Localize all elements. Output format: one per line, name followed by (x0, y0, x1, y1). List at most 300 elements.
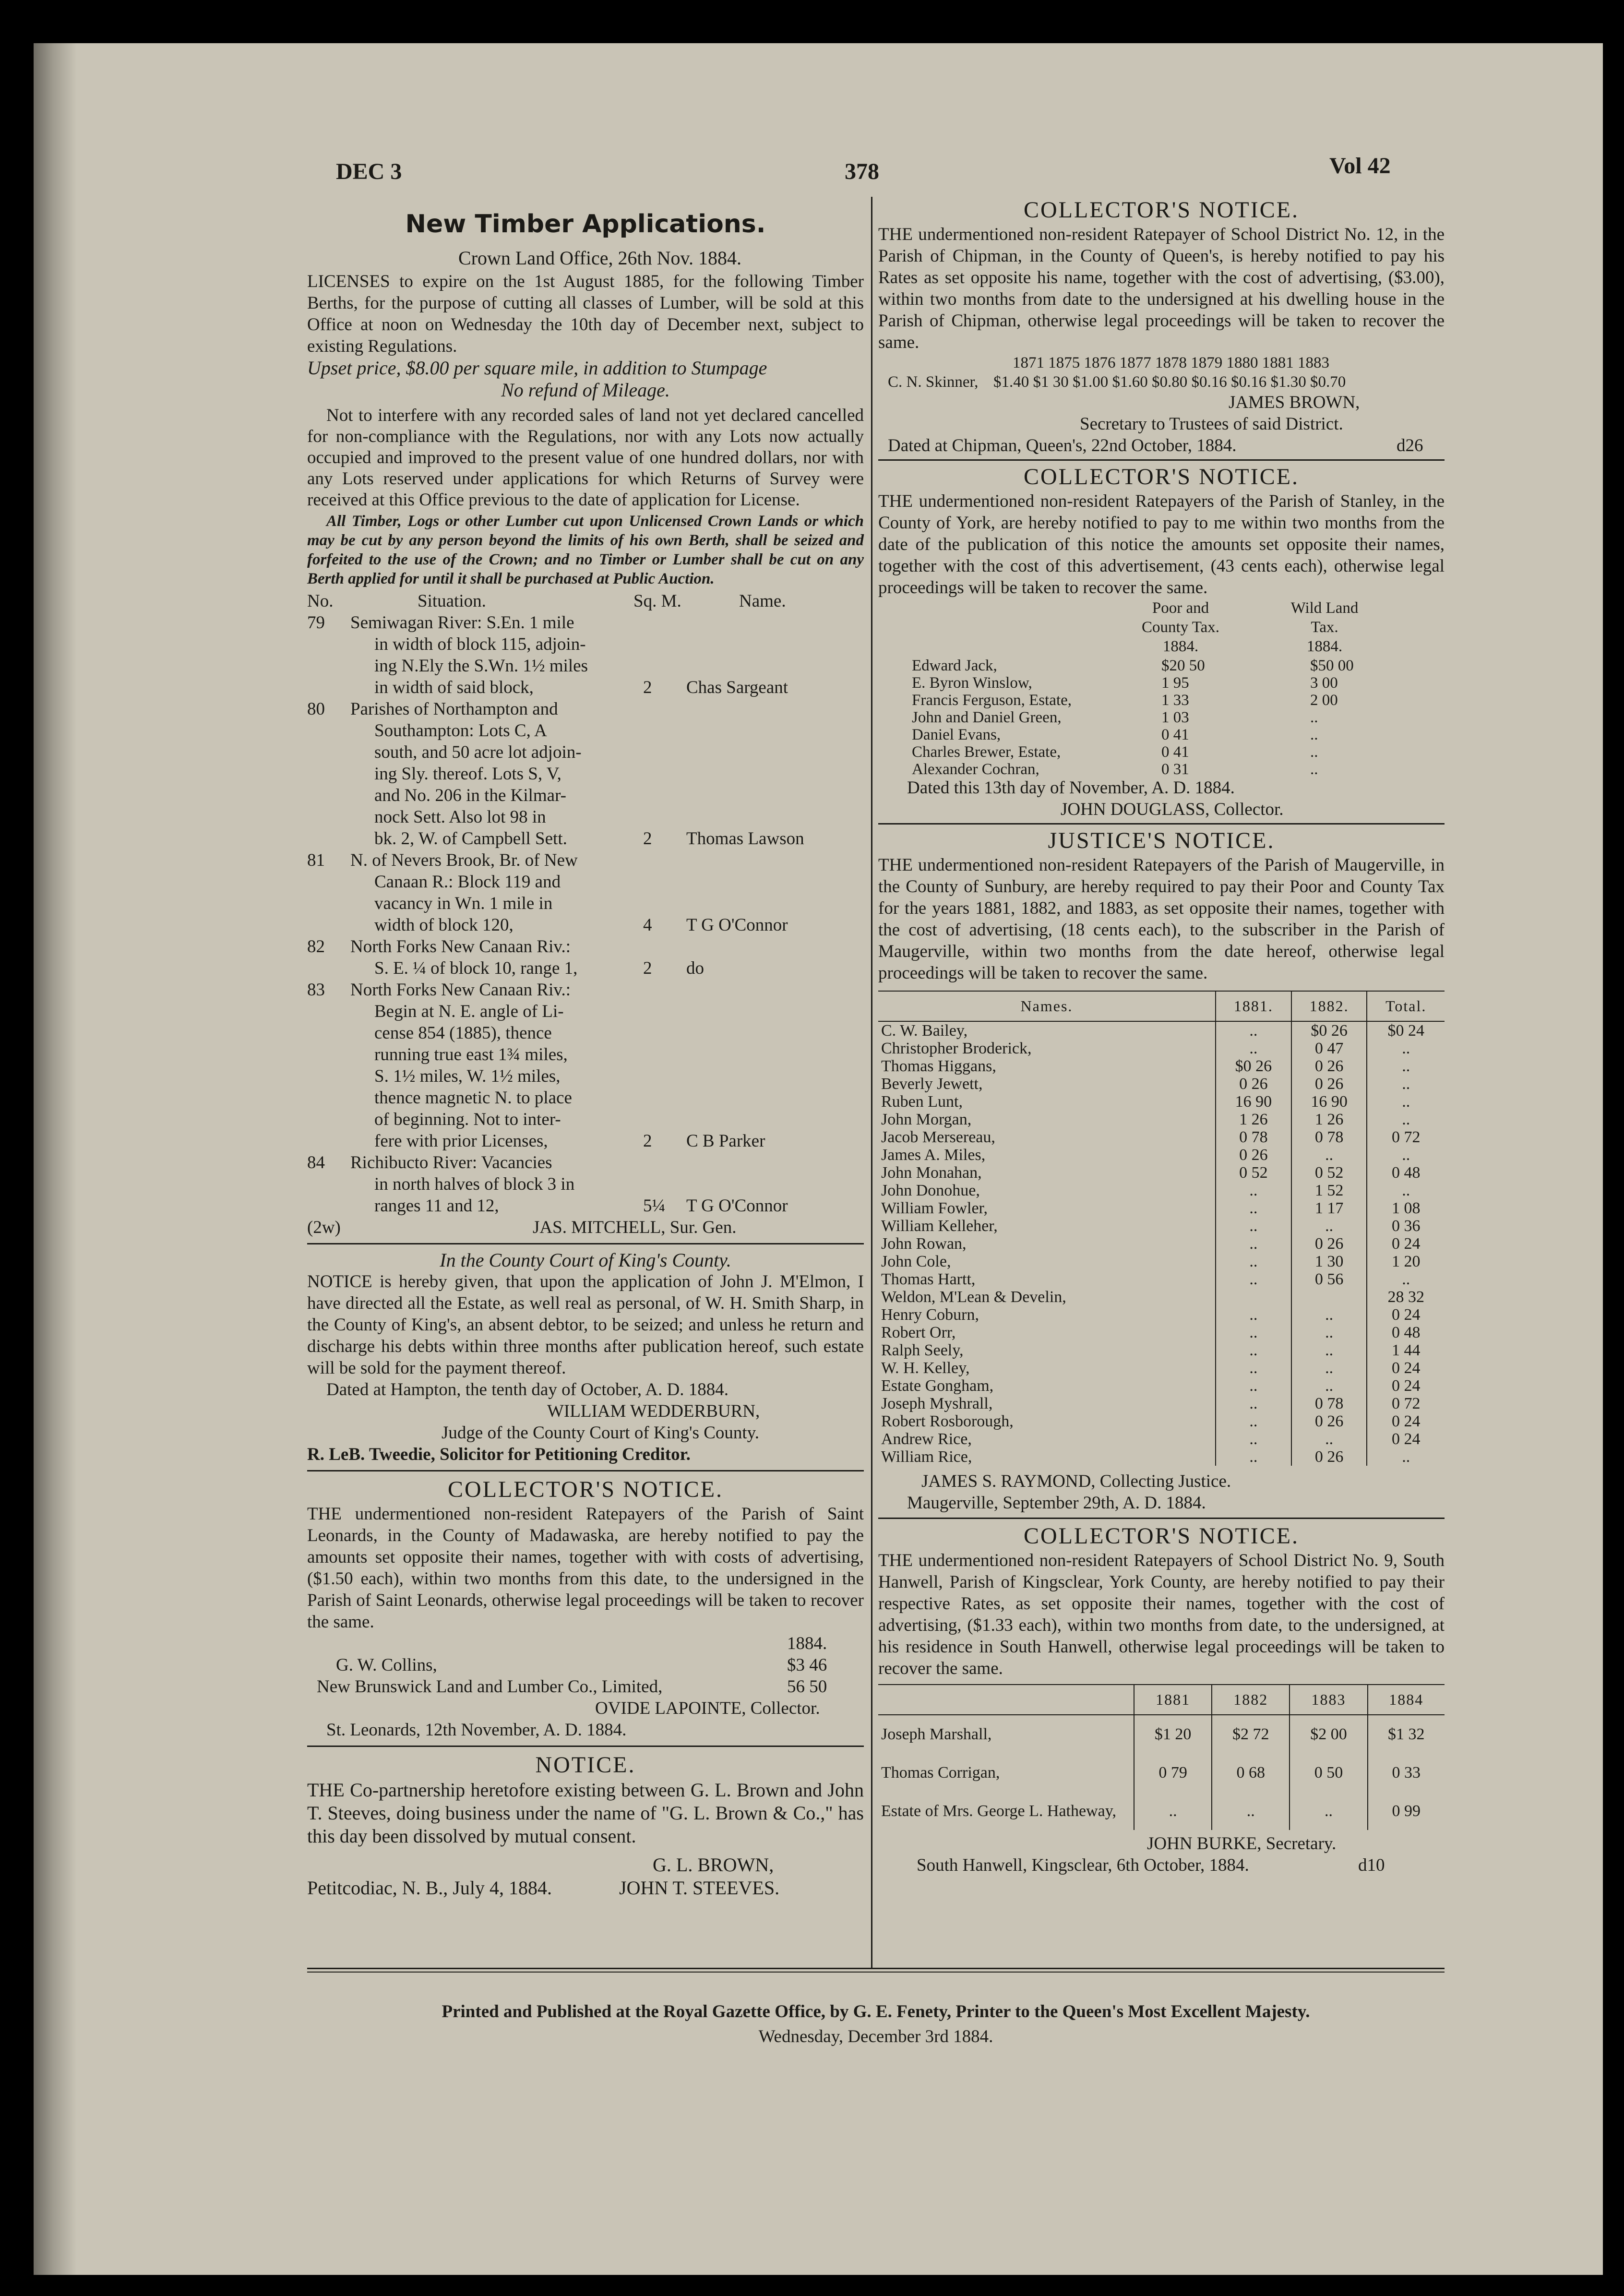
berth-name: C B Parker (686, 1131, 765, 1151)
berth-entry (307, 936, 864, 979)
newspaper-page (34, 43, 1603, 2275)
tax-total: .. (1367, 1040, 1445, 1057)
hw-head-1884: 1884 (1368, 1685, 1445, 1715)
berth-name: Chas Sargeant (686, 678, 788, 697)
table-row (878, 1217, 1445, 1235)
tax-total: .. (1367, 1075, 1445, 1093)
maugerville-body: THE undermentioned non-resident Ratepayers of the Parish of Maugerville, in the County of Sunbury, are hereby required to pay their Poor and County Tax for the years 1881, 1882, and 1883, as set opposite their names, together with the cost of advertising, (18 cents each), to the subscriber in the Parish of Maugerville, within two months from the date hereof, otherwise legal proceedings will be taken to recover the same. (878, 855, 1445, 983)
berth-name: Thomas Lawson (686, 829, 804, 849)
st-leonards-notice (307, 1476, 864, 1741)
table-row (878, 1306, 1445, 1324)
col-sqm: Sq. M. (633, 591, 681, 611)
ratepayer-name: Henry Coburn, (881, 1306, 979, 1324)
ratepayer-name: John Morgan, (881, 1111, 972, 1128)
ratepayer-name: Robert Orr, (881, 1324, 956, 1341)
stanley-rows (878, 656, 1445, 777)
berth-entry (307, 849, 864, 936)
berth-situation: ranges 11 and 12, (374, 1196, 499, 1216)
berth-line (307, 1022, 864, 1044)
ratepayer-name: Joseph Myshrall, (881, 1395, 993, 1412)
chipman-notice (878, 197, 1445, 456)
berth-situation: running true east 1¾ miles, (374, 1045, 568, 1064)
timber-dateline: Crown Land Office, 26th Nov. 1884. (458, 247, 741, 269)
st-leonards-title: COLLECTOR'S NOTICE. (447, 1477, 724, 1502)
berth-situation: North Forks New Canaan Riv.: (350, 980, 571, 1000)
court-notice (307, 1249, 864, 1465)
stanley-body: THE undermentioned non-resident Ratepayers of the Parish of Stanley, in the County of York, are hereby notified to pay to me within two months from the date of the publication of this notice the amounts set opposite their names, together with the cost of this advertisement, (43 cents each), otherwise legal proceedings will be taken to recover the same. (878, 491, 1445, 598)
issue-date: DEC 3 (336, 159, 402, 184)
rate-1883: $2 00 (1290, 1715, 1367, 1753)
berth-line (307, 698, 864, 720)
tax-total: 0 24 (1367, 1430, 1445, 1448)
table-row (878, 1270, 1445, 1288)
tax-total: 0 24 (1367, 1412, 1445, 1430)
tax-1881: 0 52 (1216, 1164, 1291, 1182)
ratepayer-name: Jacob Mersereau, (881, 1128, 995, 1146)
ratepayer-name: John and Daniel Green, (912, 709, 1062, 726)
table-row (878, 1111, 1445, 1128)
berth-line (307, 1130, 864, 1152)
timber-notice (307, 209, 864, 1238)
ratepayer-amount: 56 50 (787, 1677, 827, 1697)
tax-total: 0 72 (1367, 1128, 1445, 1146)
table-row (878, 1075, 1445, 1093)
tax-1881: $0 26 (1216, 1057, 1291, 1075)
poor-tax: 0 41 (1161, 726, 1189, 743)
berth-situation: cense 854 (1885), thence (374, 1023, 552, 1043)
berth-situation: Begin at N. E. angle of Li- (374, 1002, 564, 1021)
berth-situation: ing Sly. thereof. Lots S, V, (374, 764, 561, 784)
poor-tax: 1 95 (1161, 674, 1189, 692)
ratepayer-name: Andrew Rice, (881, 1430, 972, 1448)
ratepayer-name: Thomas Hartt, (881, 1270, 976, 1288)
table-row (878, 1146, 1445, 1164)
stanley-row (878, 742, 1445, 760)
tax-1882: .. (1291, 1359, 1367, 1377)
tax-total: .. (1367, 1057, 1445, 1075)
hanwell-dated: South Hanwell, Kingsclear, 6th October, 1884. (917, 1855, 1249, 1875)
timber-intro: LICENSES to expire on the 1st August 1885, for the following Timber Berths, for the purpose of cutting all classes of Lumber, will be sold at this Office at noon on Wednesday the 10th day of December next, subject to existing Regulations. (307, 272, 864, 356)
timber-forfeiture: All Timber, Logs or other Lumber cut upon Unlicensed Crown Lands or which may be cut by any person beyond the limits of his own Berth, shall be seized and forfeited to the use of the Crown; and no Timber or Lumber shall be cut on any Berth applied for until it shall be purchased at Public Auction. (307, 513, 864, 587)
partnership-place: Petitcodiac, N. B., July 4, 1884. (307, 1877, 552, 1899)
hanwell-title: COLLECTOR'S NOTICE. (1023, 1523, 1300, 1549)
st-leonards-signature: OVIDE LAPOINTE, Collector. (595, 1698, 820, 1718)
wild-land-tax: 2 00 (1310, 692, 1338, 709)
table-row (878, 1199, 1445, 1217)
berth-line (307, 720, 864, 741)
tax-1881: 0 26 (1216, 1075, 1291, 1093)
court-solicitor: R. LeB. Tweedie, Solicitor for Petitioning Creditor. (307, 1445, 691, 1464)
table-row (878, 1021, 1445, 1040)
table-row (878, 1324, 1445, 1341)
timber-refund: No refund of Mileage. (501, 379, 670, 401)
ratepayer-name: Joseph Marshall, (881, 1725, 992, 1743)
hanwell-table (878, 1684, 1445, 1830)
chipman-title: COLLECTOR'S NOTICE. (1023, 197, 1300, 223)
berth-situation: south, and 50 acre lot adjoin- (374, 742, 582, 762)
timber-code: (2w) (307, 1218, 341, 1237)
berth-line (307, 936, 864, 957)
timber-conditions: Not to interfere with any recorded sales of land not yet declared cancelled for non-compliance with the Regulations, nor with any Lots now actually occupied and improved to the present value of one hundred dollars, nor with any Lots reserved under applications for which Returns of Survey were received at this Office previous to the date of application for License. (307, 406, 864, 510)
berth-situation: thence magnetic N. to place (374, 1088, 572, 1108)
table-row (878, 1253, 1445, 1270)
chipman-code: d26 (1397, 436, 1423, 455)
partnership-sig2: JOHN T. STEEVES. (619, 1877, 780, 1899)
chipman-sig1: JAMES BROWN, (1229, 393, 1360, 412)
table-row (878, 1235, 1445, 1253)
court-dated: Dated at Hampton, the tenth day of October, A. D. 1884. (326, 1380, 729, 1399)
divider (878, 823, 1445, 825)
footer-rule (307, 1968, 1445, 1969)
mg-head-names: Names. (1020, 997, 1073, 1015)
st-leonards-rows (307, 1654, 864, 1698)
timber-table-header (307, 590, 864, 612)
chipman-amounts: $1.40 $1 30 $1.00 $1.60 $0.80 $0.16 $0.16 $1.30 $0.70 (993, 373, 1346, 391)
tax-total: 1 20 (1367, 1253, 1445, 1270)
tax-total: 0 24 (1367, 1377, 1445, 1395)
tax-total: 0 48 (1367, 1324, 1445, 1341)
tax-1882: 0 26 (1291, 1075, 1367, 1093)
tax-total: 1 44 (1367, 1341, 1445, 1359)
berth-situation: nock Sett. Also lot 98 in (374, 807, 546, 827)
berth-situation: in north halves of block 3 in (374, 1174, 575, 1194)
tax-1882: 0 78 (1291, 1395, 1367, 1412)
tax-1882: 0 26 (1291, 1235, 1367, 1253)
rate-1881: 0 79 (1134, 1753, 1212, 1792)
poor-tax: $20 50 (1161, 657, 1205, 674)
berth-line (307, 806, 864, 828)
chipman-body: THE undermentioned non-resident Ratepayer of School District No. 12, in the Parish of Chipman, in the County of Queen's, is hereby notified to pay his Rates as set opposite his name, together with the cost of advertising, ($3.00), within two months from date to the undersigned at his dwelling house in the Parish of Chipman, otherwise legal proceedings will be taken to recover the same. (878, 225, 1445, 352)
ratepayer-name: William Rice, (881, 1448, 972, 1466)
ratepayer-name: Beverly Jewett, (881, 1075, 983, 1093)
footer-rule (307, 1972, 1445, 1973)
tax-total: .. (1367, 1270, 1445, 1288)
page-number: 378 (845, 159, 879, 184)
stanley-row (878, 673, 1445, 691)
tax-total: .. (1367, 1146, 1445, 1164)
col-situation: Situation. (418, 591, 486, 611)
berth-sqm: 4 (643, 915, 652, 935)
wild-land-tax: .. (1310, 743, 1318, 761)
berth-line (307, 849, 864, 871)
tax-1882: 0 52 (1291, 1164, 1367, 1182)
timber-signature-row (307, 1217, 864, 1238)
ratepayer-name: E. Byron Winslow, (912, 674, 1032, 692)
ratepayer-name: Weldon, M'Lean & Develin, (881, 1288, 1066, 1306)
col-name: Name. (739, 591, 786, 611)
tax-total: .. (1367, 1448, 1445, 1466)
berth-line (307, 763, 864, 785)
tax-total: .. (1367, 1093, 1445, 1111)
partnership-body: THE Co-partnership heretofore existing between G. L. Brown and John T. Steeves, doing business under the name of "G. L. Brown & Co.," has this day been dissolved by mutual consent. (307, 1779, 864, 1847)
ratepayer-name: Ralph Seely, (881, 1341, 964, 1359)
ratepayer-name: Alexander Cochran, (912, 761, 1039, 778)
ratepayer-name: C. W. Bailey, (881, 1022, 968, 1040)
berth-sqm: 5¼ (643, 1196, 666, 1216)
partnership-sig-row (307, 1877, 864, 1901)
maugerville-title: JUSTICE'S NOTICE. (1048, 828, 1275, 853)
tax-1881: .. (1216, 1430, 1291, 1448)
tax-1882: .. (1291, 1146, 1367, 1164)
stanley-col1-l3: 1884. (1162, 638, 1199, 655)
berth-line (307, 1195, 864, 1217)
rate-1882: $2 72 (1212, 1715, 1290, 1753)
tax-total: .. (1367, 1182, 1445, 1199)
stanley-col1-l2: County Tax. (1141, 619, 1220, 636)
berth-situation: Richibucto River: Vacancies (350, 1153, 552, 1172)
berth-situation: in width of said block, (374, 678, 534, 697)
tax-1881: .. (1216, 1377, 1291, 1395)
tax-1882: 0 56 (1291, 1270, 1367, 1288)
tax-total: $0 24 (1367, 1021, 1445, 1040)
berth-situation: bk. 2, W. of Campbell Sett. (374, 829, 567, 849)
chipman-payer: C. N. Skinner, (888, 373, 979, 391)
ratepayer-name: Christopher Broderick, (881, 1040, 1032, 1057)
berth-entry (307, 1152, 864, 1217)
poor-tax: 0 41 (1161, 743, 1189, 761)
ratepayer-name: Thomas Higgans, (881, 1057, 996, 1075)
berth-line (307, 1152, 864, 1173)
hanwell-body: THE undermentioned non-resident Ratepayers of School District No. 9, South Hanwell, Parish of Kingsclear, York County, are hereby notified to pay their respective Rates, as set opposite their names, together with the cost of advertising, ($1.33 each), within two months from date, to the undersigned, at his residence in South Hanwell, otherwise legal proceedings will be taken to recover the same. (878, 1551, 1445, 1678)
tax-1881: .. (1216, 1253, 1291, 1270)
timber-berths (307, 612, 864, 1217)
ratepayer-name: Robert Rosborough, (881, 1412, 1014, 1430)
table-row (878, 1377, 1445, 1395)
table-row (878, 1412, 1445, 1430)
berth-sqm: 2 (643, 829, 652, 849)
hw-head-blank (878, 1685, 1134, 1715)
maugerville-notice (878, 827, 1445, 1514)
ratepayer-name: John Monahan, (881, 1164, 982, 1182)
berth-line (307, 828, 864, 849)
divider (307, 1243, 864, 1244)
berth-sqm: 2 (643, 678, 652, 697)
berth-number: 81 (307, 850, 325, 870)
poor-tax: 0 31 (1161, 761, 1189, 778)
tax-1881: .. (1216, 1199, 1291, 1217)
wild-land-tax: 3 00 (1310, 674, 1338, 692)
tax-1882: .. (1291, 1217, 1367, 1235)
tax-1881: .. (1216, 1235, 1291, 1253)
court-sig2: Judge of the County Court of King's County. (442, 1423, 760, 1443)
table-row (878, 1715, 1445, 1753)
court-sig1: WILLIAM WEDDERBURN, (547, 1401, 760, 1421)
footer-date: Wednesday, December 3rd 1884. (758, 2027, 993, 2046)
tax-1882: 0 26 (1291, 1448, 1367, 1466)
table-row (878, 1057, 1445, 1075)
berth-line (307, 1001, 864, 1022)
stanley-signature: JOHN DOUGLASS, Collector. (1061, 800, 1284, 819)
berth-line (307, 655, 864, 677)
berth-sqm: 2 (643, 958, 652, 978)
maugerville-table (878, 991, 1445, 1466)
tax-1882: .. (1291, 1430, 1367, 1448)
tax-total: 0 72 (1367, 1395, 1445, 1412)
berth-line (307, 1044, 864, 1065)
berth-line (307, 612, 864, 634)
wild-land-tax: .. (1310, 709, 1318, 726)
tax-1881: .. (1216, 1040, 1291, 1057)
tax-1882: .. (1291, 1324, 1367, 1341)
table-row (878, 1395, 1445, 1412)
stanley-headers (878, 598, 1445, 656)
rate-1884: 0 33 (1368, 1753, 1445, 1792)
table-row (878, 1753, 1445, 1792)
tax-1881: 0 78 (1216, 1128, 1291, 1146)
tax-total: 0 48 (1367, 1164, 1445, 1182)
st-leonards-year: 1884. (787, 1634, 827, 1653)
st-leonards-row (307, 1676, 864, 1698)
ratepayer-name: John Cole, (881, 1253, 951, 1270)
berth-entry (307, 698, 864, 849)
stanley-dated: Dated this 13th day of November, A. D. 1884. (907, 778, 1235, 798)
hanwell-dated-row (878, 1854, 1445, 1876)
berth-line (307, 1173, 864, 1195)
tax-1881: .. (1216, 1021, 1291, 1040)
timber-title: New Timber Applications. (405, 210, 766, 239)
mg-head-1882: 1882. (1291, 991, 1367, 1021)
stanley-col1-l1: Poor and (1152, 599, 1209, 617)
stanley-notice (878, 464, 1445, 820)
ratepayer-name: William Kelleher, (881, 1217, 998, 1235)
chipman-dated: Dated at Chipman, Queen's, 22nd October, 1884. (888, 436, 1237, 455)
rate-1882: 0 68 (1212, 1753, 1290, 1792)
tax-total: 1 08 (1367, 1199, 1445, 1217)
tax-total: 28 32 (1367, 1288, 1445, 1306)
tax-1881: .. (1216, 1448, 1291, 1466)
hanwell-rows (878, 1715, 1445, 1830)
ratepayer-name: Estate Gongham, (881, 1377, 994, 1395)
berth-entry (307, 979, 864, 1152)
berth-line (307, 914, 864, 936)
wild-land-tax: .. (1310, 726, 1318, 743)
berth-situation: North Forks New Canaan Riv.: (350, 937, 571, 957)
table-row (878, 1288, 1445, 1306)
tax-1882: 0 78 (1291, 1128, 1367, 1146)
berth-name: T G O'Connor (686, 915, 788, 935)
partnership-sig1: G. L. BROWN, (653, 1854, 774, 1876)
berth-situation: fere with prior Licenses, (374, 1131, 548, 1151)
tax-total: 0 36 (1367, 1217, 1445, 1235)
stanley-col2-l3: 1884. (1306, 638, 1343, 655)
table-row (878, 1341, 1445, 1359)
berth-number: 82 (307, 937, 325, 957)
berth-situation: of beginning. Not to inter- (374, 1110, 561, 1129)
stanley-row (878, 760, 1445, 777)
st-leonards-row (307, 1654, 864, 1676)
court-body: NOTICE is hereby given, that upon the application of John J. M'Elmon, I have directed all the Estate, as well real as personal, of W. H. Smith Sharp, in the County of King's, an absent debtor, to be seized; and unless he return and discharge his debts within three months after publication hereof, such estate will be sold for the payment thereof. (307, 1272, 864, 1378)
divider (878, 1518, 1445, 1519)
berth-situation: S. E. ¼ of block 10, range 1, (374, 958, 578, 978)
tax-1881: 0 26 (1216, 1146, 1291, 1164)
chipman-years: 1871 1875 1876 1877 1878 1879 1880 1881 1883 (1013, 354, 1329, 371)
tax-1882: 0 26 (1291, 1057, 1367, 1075)
mg-head-1881: 1881. (1216, 991, 1291, 1021)
tax-1882: 1 17 (1291, 1199, 1367, 1217)
tax-1881: .. (1216, 1359, 1291, 1377)
hanwell-code: d10 (1358, 1855, 1385, 1875)
ratepayer-name: New Brunswick Land and Lumber Co., Limited, (317, 1677, 663, 1697)
berth-line (307, 979, 864, 1001)
ratepayer-name: Edward Jack, (912, 657, 997, 674)
partnership-title: NOTICE. (535, 1752, 636, 1778)
berth-line (307, 785, 864, 806)
rate-1884: $1 32 (1368, 1715, 1445, 1753)
timber-upset-price: Upset price, $8.00 per square mile, in addition to Stumpage (307, 357, 767, 379)
mg-head-total: Total. (1367, 991, 1445, 1021)
rate-1884: 0 99 (1368, 1792, 1445, 1830)
berth-line (307, 741, 864, 763)
berth-line (307, 871, 864, 893)
tax-1882: 1 30 (1291, 1253, 1367, 1270)
tax-1881: 1 26 (1216, 1111, 1291, 1128)
partnership-notice (307, 1752, 864, 1901)
ratepayer-name: G. W. Collins, (336, 1655, 437, 1675)
table-row (878, 1164, 1445, 1182)
tax-1881: .. (1216, 1182, 1291, 1199)
tax-1882 (1291, 1288, 1367, 1306)
berth-situation: and No. 206 in the Kilmar- (374, 786, 567, 805)
ratepayer-name: W. H. Kelley, (881, 1359, 970, 1377)
tax-1882: .. (1291, 1306, 1367, 1324)
berth-line (307, 957, 864, 979)
berth-situation: N. of Nevers Brook, Br. of New (350, 850, 578, 870)
berth-situation: Southampton: Lots C, A (374, 721, 547, 741)
maugerville-dated: Maugerville, September 29th, A. D. 1884. (907, 1493, 1206, 1513)
divider (307, 1470, 864, 1471)
footer-printer: Printed and Published at the Royal Gazette Office, by G. E. Fenety, Printer to the Queen's Most Excellent Majesty. (442, 2002, 1310, 2021)
hw-head-1881: 1881 (1134, 1685, 1212, 1715)
tax-1882: 0 47 (1291, 1040, 1367, 1057)
tax-total: 0 24 (1367, 1306, 1445, 1324)
berth-number: 80 (307, 699, 325, 719)
poor-tax: 1 33 (1161, 692, 1189, 709)
stanley-row (878, 708, 1445, 725)
poor-tax: 1 03 (1161, 709, 1189, 726)
berth-line (307, 634, 864, 655)
table-row (878, 1430, 1445, 1448)
tax-1882: 16 90 (1291, 1093, 1367, 1111)
rate-1881: .. (1134, 1792, 1212, 1830)
tax-1882: 1 52 (1291, 1182, 1367, 1199)
tax-1882: .. (1291, 1377, 1367, 1395)
hanwell-notice (878, 1523, 1445, 1876)
berth-situation: in width of block 115, adjoin- (374, 634, 586, 654)
stanley-row (878, 691, 1445, 708)
right-column (878, 197, 1445, 1876)
stanley-col2-l1: Wild Land (1290, 599, 1359, 617)
berth-line (307, 677, 864, 698)
tax-total: 0 24 (1367, 1235, 1445, 1253)
tax-1882: $0 26 (1291, 1021, 1367, 1040)
wild-land-tax: .. (1310, 761, 1318, 778)
berth-situation: Parishes of Northampton and (350, 699, 558, 719)
berth-situation: vacancy in Wn. 1 mile in (374, 894, 553, 913)
ratepayer-name: John Rowan, (881, 1235, 967, 1253)
table-row (878, 1182, 1445, 1199)
tax-total: .. (1367, 1111, 1445, 1128)
stanley-title: COLLECTOR'S NOTICE. (1023, 464, 1300, 490)
tax-1881: .. (1216, 1270, 1291, 1288)
tax-1881 (1216, 1288, 1291, 1306)
maugerville-rows (878, 1021, 1445, 1466)
berth-situation: S. 1½ miles, W. 1½ miles, (374, 1066, 561, 1086)
berth-line (307, 1065, 864, 1087)
berth-line (307, 1087, 864, 1109)
rate-1883: 0 50 (1290, 1753, 1367, 1792)
table-row (878, 1128, 1445, 1146)
table-row (878, 1448, 1445, 1466)
